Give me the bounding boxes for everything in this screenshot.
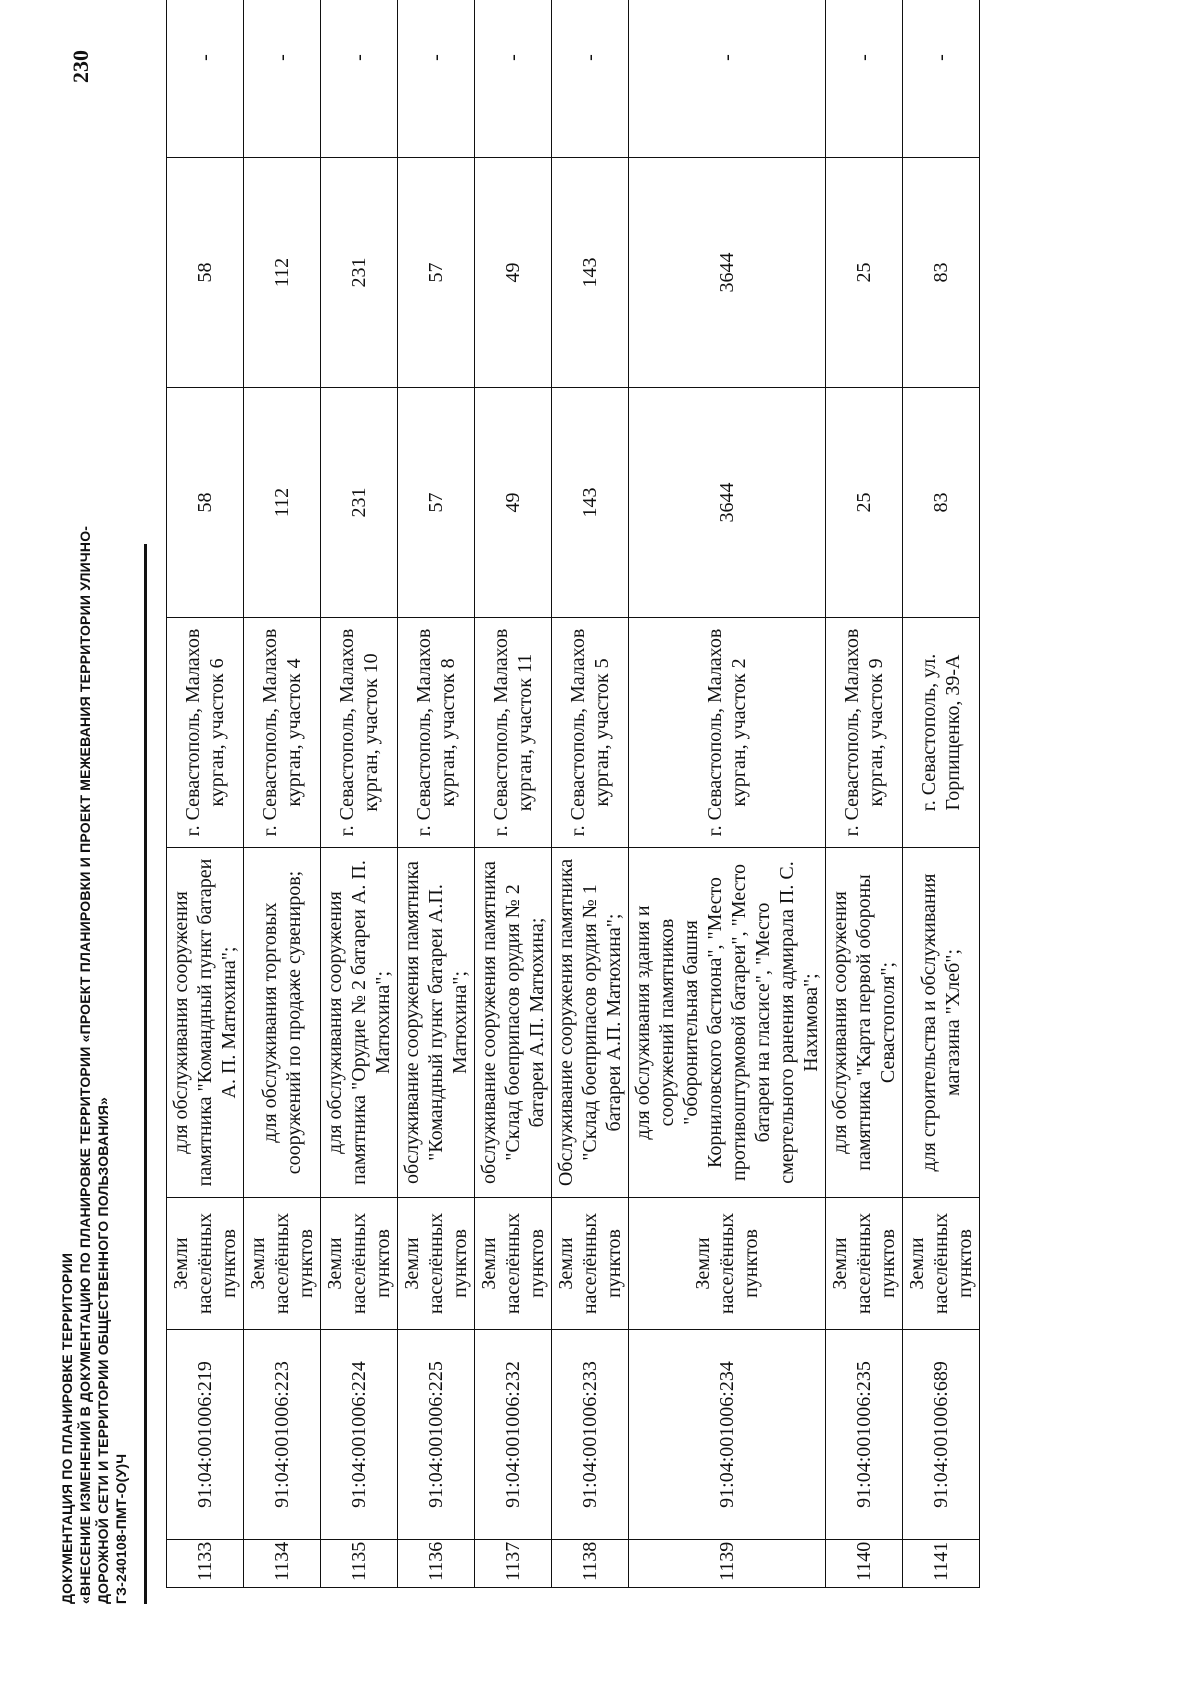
extra-value: -	[903, 0, 980, 158]
area-2: 57	[398, 158, 475, 388]
row-number: 1141	[903, 1540, 980, 1588]
land-category: Земли населённых пунктов	[475, 1198, 552, 1330]
permitted-use: для обслуживания сооружения памятника "Командный пункт батареи А. П. Матюхина";	[167, 848, 244, 1198]
table-row	[552, 0, 629, 1588]
header-line-2: «ВНЕСЕНИЕ ИЗМЕНЕНИЙ В ДОКУМЕНТАЦИЮ ПО ПЛАНИРОВКЕ ТЕРРИТОРИИ «ПРОЕКТ ПЛАНИРОВКИ И ПРОЕКТ МЕЖЕВАНИЯ ТЕРРИТОРИИ УЛИЧНО-	[77, 525, 93, 1604]
cadastral-number: 91:04:001006:223	[244, 1330, 321, 1540]
table-row	[398, 0, 475, 1588]
permitted-use: для обслуживания торговых сооружений по продаже сувениров;	[244, 848, 321, 1198]
area-1: 25	[826, 388, 903, 618]
area-1: 3644	[629, 388, 826, 618]
extra-value: -	[321, 0, 398, 158]
row-number: 1136	[398, 1540, 475, 1588]
cadastral-number: 91:04:001006:233	[552, 1330, 629, 1540]
permitted-use: для обслуживания здания и сооружений памятников "оборонительная башня Корниловского бастиона", "Место противоштурмовой батареи", "Место батареи на гласисе", "Место смертельного ранения адмирала П. С. Нахимова";	[629, 848, 826, 1198]
area-2: 112	[244, 158, 321, 388]
extra-value: -	[398, 0, 475, 158]
header-rule	[144, 544, 147, 1604]
address: г. Севастополь, Малахов курган, участок 9	[826, 618, 903, 848]
extra-value: -	[629, 0, 826, 158]
header-line-1: ДОКУМЕНТАЦИЯ ПО ПЛАНИРОВКЕ ТЕРРИТОРИИ	[59, 1252, 75, 1604]
area-2: 49	[475, 158, 552, 388]
land-category: Земли населённых пунктов	[826, 1198, 903, 1330]
address: г. Севастополь, Малахов курган, участок 4	[244, 618, 321, 848]
land-category: Земли населённых пунктов	[629, 1198, 826, 1330]
extra-value: -	[244, 0, 321, 158]
extra-value: -	[167, 0, 244, 158]
address: г. Севастополь, Малахов курган, участок 6	[167, 618, 244, 848]
address: г. Севастополь, Малахов курган, участок 11	[475, 618, 552, 848]
cadastral-number: 91:04:001006:232	[475, 1330, 552, 1540]
row-number: 1137	[475, 1540, 552, 1588]
row-number: 1134	[244, 1540, 321, 1588]
table-row	[903, 0, 980, 1588]
row-number: 1138	[552, 1540, 629, 1588]
land-category: Земли населённых пунктов	[552, 1198, 629, 1330]
cadastral-number: 91:04:001006:225	[398, 1330, 475, 1540]
row-number: 1139	[629, 1540, 826, 1588]
area-1: 143	[552, 388, 629, 618]
cadastral-number: 91:04:001006:235	[826, 1330, 903, 1540]
permitted-use: для обслуживания сооружения памятника "Карта первой обороны Севастополя";	[826, 848, 903, 1198]
area-2: 231	[321, 158, 398, 388]
cadastral-number: 91:04:001006:219	[167, 1330, 244, 1540]
header-line-4: ГЗ-240108-ПМТ-О(У)Ч	[113, 1453, 129, 1604]
row-number: 1140	[826, 1540, 903, 1588]
area-1: 49	[475, 388, 552, 618]
land-category: Земли населённых пунктов	[244, 1198, 321, 1330]
extra-value: -	[826, 0, 903, 158]
cadastral-number: 91:04:001006:234	[629, 1330, 826, 1540]
permitted-use: для строительства и обслуживания магазина "Хлеб";	[903, 848, 980, 1198]
row-number: 1135	[321, 1540, 398, 1588]
address: г. Севастополь, Малахов курган, участок 5	[552, 618, 629, 848]
area-1: 112	[244, 388, 321, 618]
area-1: 231	[321, 388, 398, 618]
address: г. Севастополь, Малахов курган, участок 8	[398, 618, 475, 848]
extra-value: -	[475, 0, 552, 158]
cadastral-number: 91:04:001006:689	[903, 1330, 980, 1540]
address: г. Севастополь, ул. Горпищенко, 39-А	[903, 618, 980, 848]
page-number: 230	[68, 50, 93, 83]
area-1: 83	[903, 388, 980, 618]
address: г. Севастополь, Малахов курган, участок 10	[321, 618, 398, 848]
permitted-use: обслуживание сооружения памятника "Склад боеприпасов орудия № 2 батареи А.П. Матюхина;	[475, 848, 552, 1198]
table-row	[244, 0, 321, 1588]
address: г. Севастополь, Малахов курган, участок 2	[629, 618, 826, 848]
table-row	[629, 0, 826, 1588]
header-line-3: ДОРОЖНОЙ СЕТИ И ТЕРРИТОРИИ ОБЩЕСТВЕННОГО ПОЛЬЗОВАНИЯ»	[95, 1096, 111, 1604]
cadastral-number: 91:04:001006:224	[321, 1330, 398, 1540]
area-1: 57	[398, 388, 475, 618]
area-2: 58	[167, 158, 244, 388]
table-row	[475, 0, 552, 1588]
document-header	[58, 204, 130, 1604]
permitted-use: обслуживание сооружения памятника "Командный пункт батареи А.П. Матюхина";	[398, 848, 475, 1198]
land-category: Земли населённых пунктов	[398, 1198, 475, 1330]
table-row	[167, 0, 244, 1588]
permitted-use: для обслуживания сооружения памятника "Орудие № 2 батареи А. П. Матюхина";	[321, 848, 398, 1198]
land-plot-table	[166, 0, 980, 1588]
land-category: Земли населённых пунктов	[321, 1198, 398, 1330]
extra-value: -	[552, 0, 629, 158]
table-row	[321, 0, 398, 1588]
land-category: Земли населённых пунктов	[903, 1198, 980, 1330]
area-2: 83	[903, 158, 980, 388]
area-1: 58	[167, 388, 244, 618]
area-2: 3644	[629, 158, 826, 388]
row-number: 1133	[167, 1540, 244, 1588]
land-category: Земли населённых пунктов	[167, 1198, 244, 1330]
area-2: 143	[552, 158, 629, 388]
area-2: 25	[826, 158, 903, 388]
table-row	[826, 0, 903, 1588]
permitted-use: Обслуживание сооружения памятника "Склад боеприпасов орудия № 1 батареи А.П. Матюхина";	[552, 848, 629, 1198]
